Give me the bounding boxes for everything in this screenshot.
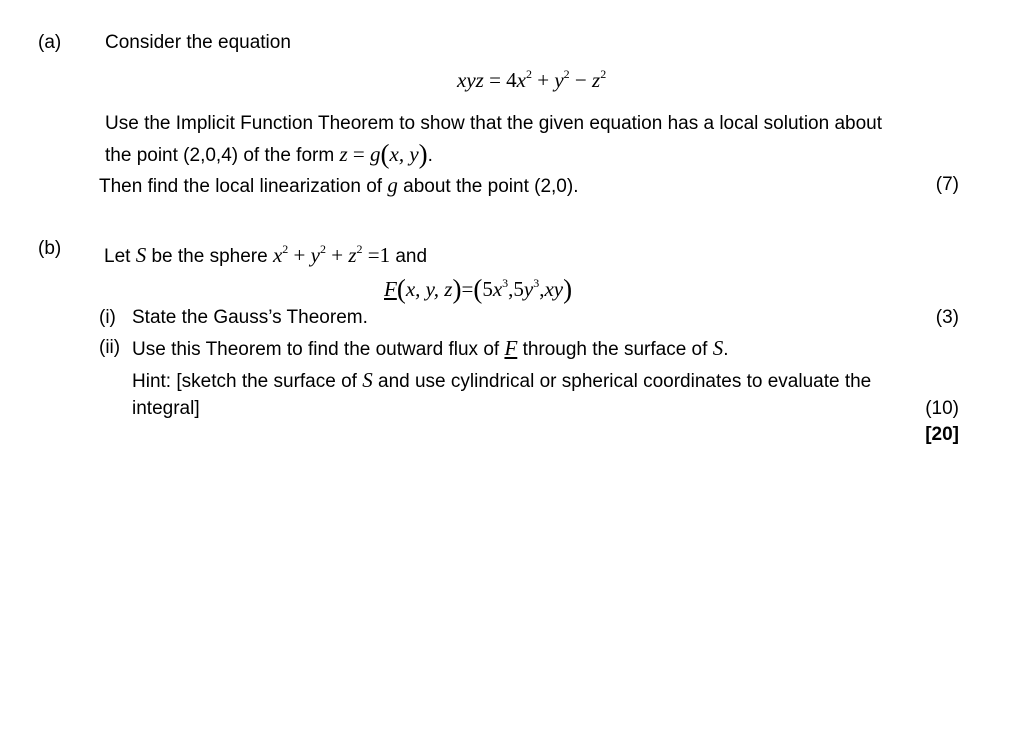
part-b-i-marks: (3) xyxy=(935,307,959,328)
eq-z-exp: 2 xyxy=(600,67,607,81)
hint-suffix: and use cylindrical or spherical coordinates to evaluate the xyxy=(378,371,872,392)
part-a-line3 xyxy=(99,173,578,199)
form-expression xyxy=(339,139,428,169)
field-v3: xy xyxy=(544,277,564,301)
sph-plus2: + xyxy=(331,243,344,267)
sph-z-exp: 2 xyxy=(356,242,363,256)
form-lparen: ( xyxy=(380,139,390,169)
eq-minus: − xyxy=(574,68,587,92)
part-b-i-text: State the Gauss’s Theorem. xyxy=(132,307,368,328)
field-c1: 5 xyxy=(482,277,493,301)
field-v1: x xyxy=(492,277,503,301)
hint-S: S xyxy=(362,368,373,392)
part-b-ii-marks: (10) xyxy=(925,398,959,419)
field-e1: 3 xyxy=(502,276,509,290)
field-comma2: , xyxy=(539,277,545,301)
symbol-S: S xyxy=(135,243,147,267)
eq-y-exp: 2 xyxy=(563,67,570,81)
sph-plus1: + xyxy=(293,243,306,267)
form-dot: . xyxy=(427,145,433,166)
ii-prefix: Use this Theorem to find the outward flux of xyxy=(132,339,500,360)
field-F: F xyxy=(384,277,397,301)
field-lparen2: ( xyxy=(473,274,483,304)
form-z: z xyxy=(339,142,348,166)
form-args: x, y xyxy=(389,142,419,166)
sph-equals: = xyxy=(367,243,380,267)
field-v2: y xyxy=(523,277,534,301)
part-b-label: (b) xyxy=(38,238,62,259)
field-comma1: , xyxy=(508,277,514,301)
sph-z: z xyxy=(348,243,357,267)
line2-prefix: the point (2,0,4) of the form xyxy=(105,145,335,166)
field-lparen: ( xyxy=(396,274,406,304)
field-args: x, y, z xyxy=(405,277,453,301)
line3-prefix: Then find the local linearization of xyxy=(99,176,383,197)
sph-y: y xyxy=(310,243,320,267)
line3-suffix: about the point (2,0). xyxy=(403,176,579,197)
field-rparen2: ) xyxy=(563,274,573,304)
field-e2: 3 xyxy=(533,276,540,290)
eq-x: x xyxy=(516,68,526,92)
part-b-line1 xyxy=(104,237,427,269)
sphere-equation xyxy=(273,243,395,267)
eq-y: y xyxy=(554,68,564,92)
form-rparen: ) xyxy=(418,139,428,169)
form-g: g xyxy=(370,142,381,166)
field-rparen: ) xyxy=(452,274,462,304)
form-equals: = xyxy=(352,142,365,166)
eq-equals: = xyxy=(489,68,501,92)
part-a-intro: Consider the equation xyxy=(105,32,291,53)
eq-coef: 4 xyxy=(506,68,517,92)
sph-x-exp: 2 xyxy=(282,242,289,256)
part-b-ii-label: (ii) xyxy=(99,337,121,358)
field-equation xyxy=(384,271,573,304)
let-word: Let xyxy=(104,246,131,267)
part-b-ii-text xyxy=(132,336,728,362)
line3-g: g xyxy=(387,173,398,197)
part-b-i-label: (i) xyxy=(99,307,116,328)
ii-S: S xyxy=(712,336,724,360)
hint-line2: integral] xyxy=(132,398,200,419)
field-c2: 5 xyxy=(513,277,524,301)
part-a-label: (a) xyxy=(38,32,62,53)
part-a-line2 xyxy=(105,139,433,169)
sph-rhs: 1 xyxy=(379,243,391,267)
eq-z: z xyxy=(592,68,601,92)
eq-x-exp: 2 xyxy=(526,67,532,81)
sph-y-exp: 2 xyxy=(319,242,326,256)
hint-prefix: Hint: [sketch the surface of xyxy=(132,371,357,392)
hint-line1 xyxy=(132,368,871,394)
part-a-line1: Use the Implicit Function Theorem to show that the given equation has a local solution about xyxy=(105,113,882,134)
total-marks: [20] xyxy=(925,424,959,445)
eq-plus: + xyxy=(537,68,550,92)
field-equals: = xyxy=(461,277,474,301)
part-a-marks: (7) xyxy=(935,174,959,195)
equation-a xyxy=(457,62,606,92)
ii-F: F xyxy=(504,336,518,360)
ii-dot: . xyxy=(723,339,729,360)
sphere-text: be the sphere xyxy=(151,246,268,267)
and-word: and xyxy=(395,246,428,267)
eq-lhs: xyz xyxy=(457,68,484,92)
sph-x: x xyxy=(272,243,283,267)
ii-mid: through the surface of xyxy=(522,339,708,360)
